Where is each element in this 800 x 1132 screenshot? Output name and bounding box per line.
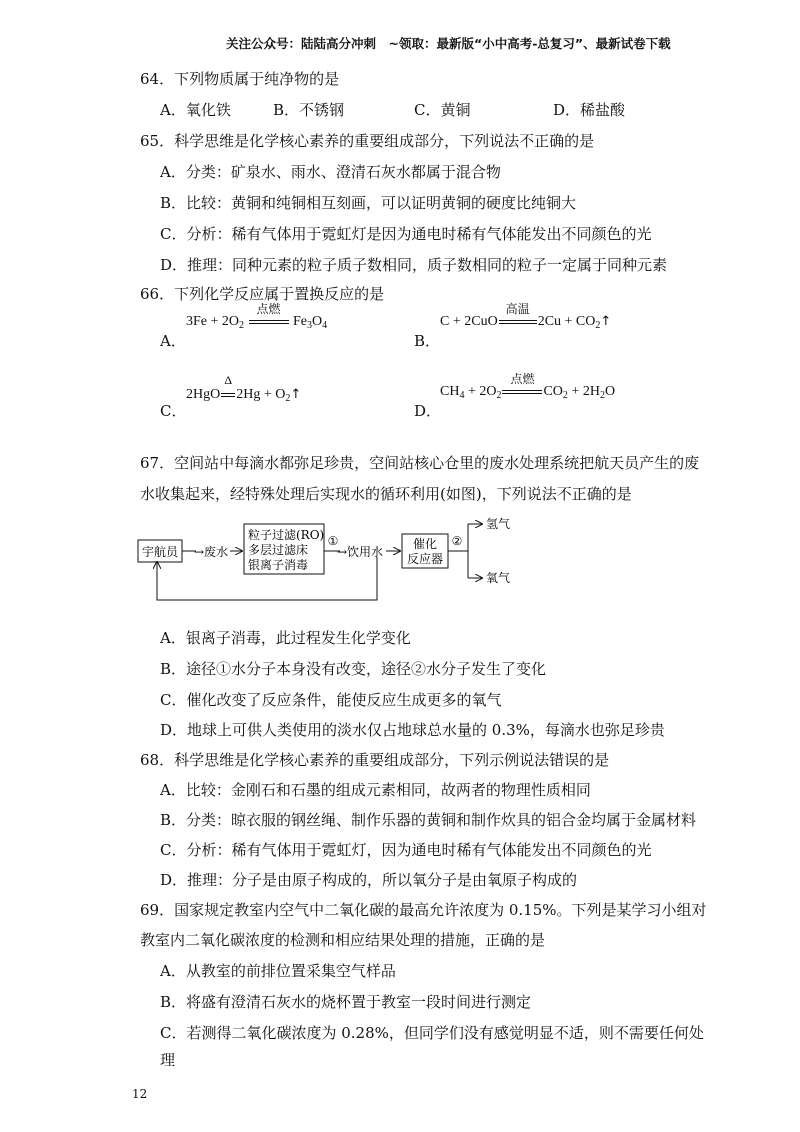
- q66-equation-d: $CH_4 + 2O_2$ 点燃 $CO_2 + 2H_2O$: [440, 372, 616, 401]
- q66-label-c: C．: [160, 402, 187, 420]
- page-header: 关注公众号：陆陆高分冲刺 ~领取：最新版“小中高考-总复习”、最新试卷下载: [226, 36, 671, 51]
- q68-option-c: C．分析：稀有气体用于霓虹灯，因为通电时稀有气体能发出不同颜色的光: [160, 841, 652, 859]
- q64-option-b: B．不锈钢: [273, 101, 345, 119]
- drinking-water-label: →饮用水: [337, 545, 384, 559]
- page-number: 12: [132, 1087, 148, 1101]
- oxygen-label: 氧气: [486, 571, 511, 585]
- q66-label-a: A．: [160, 332, 186, 350]
- condition-ignite: 点燃: [256, 302, 281, 316]
- q67-option-c: C．催化改变了反应条件，能使反应生成更多的氧气: [160, 691, 502, 709]
- q67-option-b: B．途径①水分子本身没有改变，途径②水分子发生了变化: [160, 660, 547, 678]
- q64-stem: 64．下列物质属于纯净物的是: [140, 70, 340, 88]
- q69-option-c-line2: 理: [160, 1051, 176, 1069]
- reactor-line2: 反应器: [406, 552, 444, 566]
- process-line1: 粒子过滤(RO): [248, 528, 325, 542]
- q67-option-d: D．地球上可供人类使用的淡水仅占地球总水量的 0.3%，每滴水也弥足珍贵: [160, 721, 665, 739]
- q68-stem: 68．科学思维是化学核心素养的重要组成部分，下列示例说法错误的是: [140, 751, 610, 769]
- q69-stem-line1: 69．国家规定教室内空气中二氧化碳的最高允许浓度为 0.15%。下列是某学习小组对: [140, 901, 707, 919]
- process-line2: 多层过滤床: [248, 543, 309, 557]
- route-2-label: ②: [451, 534, 463, 548]
- q65-stem: 65．科学思维是化学核心素养的重要组成部分，下列说法不正确的是: [140, 132, 595, 150]
- q66-stem: 66．下列化学反应属于置换反应的是: [140, 285, 385, 303]
- q69-option-a: A．从教室的前排位置采集空气样品: [160, 962, 396, 980]
- q66-label-d: D．: [414, 402, 442, 420]
- reactor-line1: 催化: [412, 537, 438, 551]
- q69-option-b: B．将盛有澄清石灰水的烧杯置于教室一段时间进行测定: [160, 993, 532, 1011]
- route-1-label: ①: [327, 534, 339, 548]
- q67-option-a: A．银离子消毒，此过程发生化学变化: [160, 629, 411, 647]
- waste-label: →废水: [194, 545, 229, 559]
- process-line3: 银离子消毒: [248, 558, 309, 572]
- astronaut-label: 宇航员: [141, 545, 179, 559]
- q65-option-a: A．分类：矿泉水、雨水、澄清石灰水都属于混合物: [160, 163, 501, 181]
- q67-stem-line2: 水收集起来，经特殊处理后实现水的循环利用(如图)，下列说法不正确的是: [140, 485, 632, 503]
- q66-equation-c: 2HgO Δ $2Hg + O_2↑$: [186, 373, 302, 404]
- q66-equation-b: C + 2CuO 高温 $2Cu + CO_2↑$: [440, 302, 612, 331]
- q66-equation-a: $3Fe + 2O_2$ 点燃 $Fe_3O_4$: [186, 302, 328, 331]
- q65-option-b: B．比较：黄铜和纯铜相互刻画，可以证明黄铜的硬度比纯铜大: [160, 194, 577, 212]
- q66-label-b: B．: [414, 332, 441, 350]
- q68-option-d: D．推理：分子是由原子构成的，所以氧分子是由氧原子构成的: [160, 871, 578, 889]
- q64-option-d: D．稀盐酸: [553, 101, 626, 119]
- q69-option-c-line1: C．若测得二氧化碳浓度为 0.28%，但同学们没有感觉明显不适，则不需要任何处: [160, 1024, 704, 1042]
- condition-ignite-2: 点燃: [510, 372, 535, 386]
- water-cycle-diagram: [130, 512, 530, 612]
- hydrogen-label: 氢气: [486, 517, 511, 531]
- q69-stem-line2: 教室内二氧化碳浓度的检测和相应结果处理的措施，正确的是: [140, 931, 546, 949]
- condition-heat: Δ: [224, 373, 233, 387]
- q64-option-a: A．氧化铁: [160, 101, 231, 119]
- q65-option-c: C．分析：稀有气体用于霓虹灯是因为通电时稀有气体能发出不同颜色的光: [160, 225, 652, 243]
- q65-option-d: D．推理：同种元素的粒子质子数相同，质子数相同的粒子一定属于同种元素: [160, 256, 668, 274]
- q64-option-c: C．黄铜: [414, 101, 471, 119]
- condition-high-temp: 高温: [505, 302, 530, 316]
- q68-option-b: B．分类：晾衣服的钢丝绳、制作乐器的黄铜和制作炊具的铝合金均属于金属材料: [160, 811, 697, 829]
- q67-stem-line1: 67．空间站中每滴水都弥足珍贵，空间站核心仓里的废水处理系统把航天员产生的废: [140, 454, 700, 472]
- q68-option-a: A．比较：金刚石和石墨的组成元素相同，故两者的物理性质相同: [160, 781, 591, 799]
